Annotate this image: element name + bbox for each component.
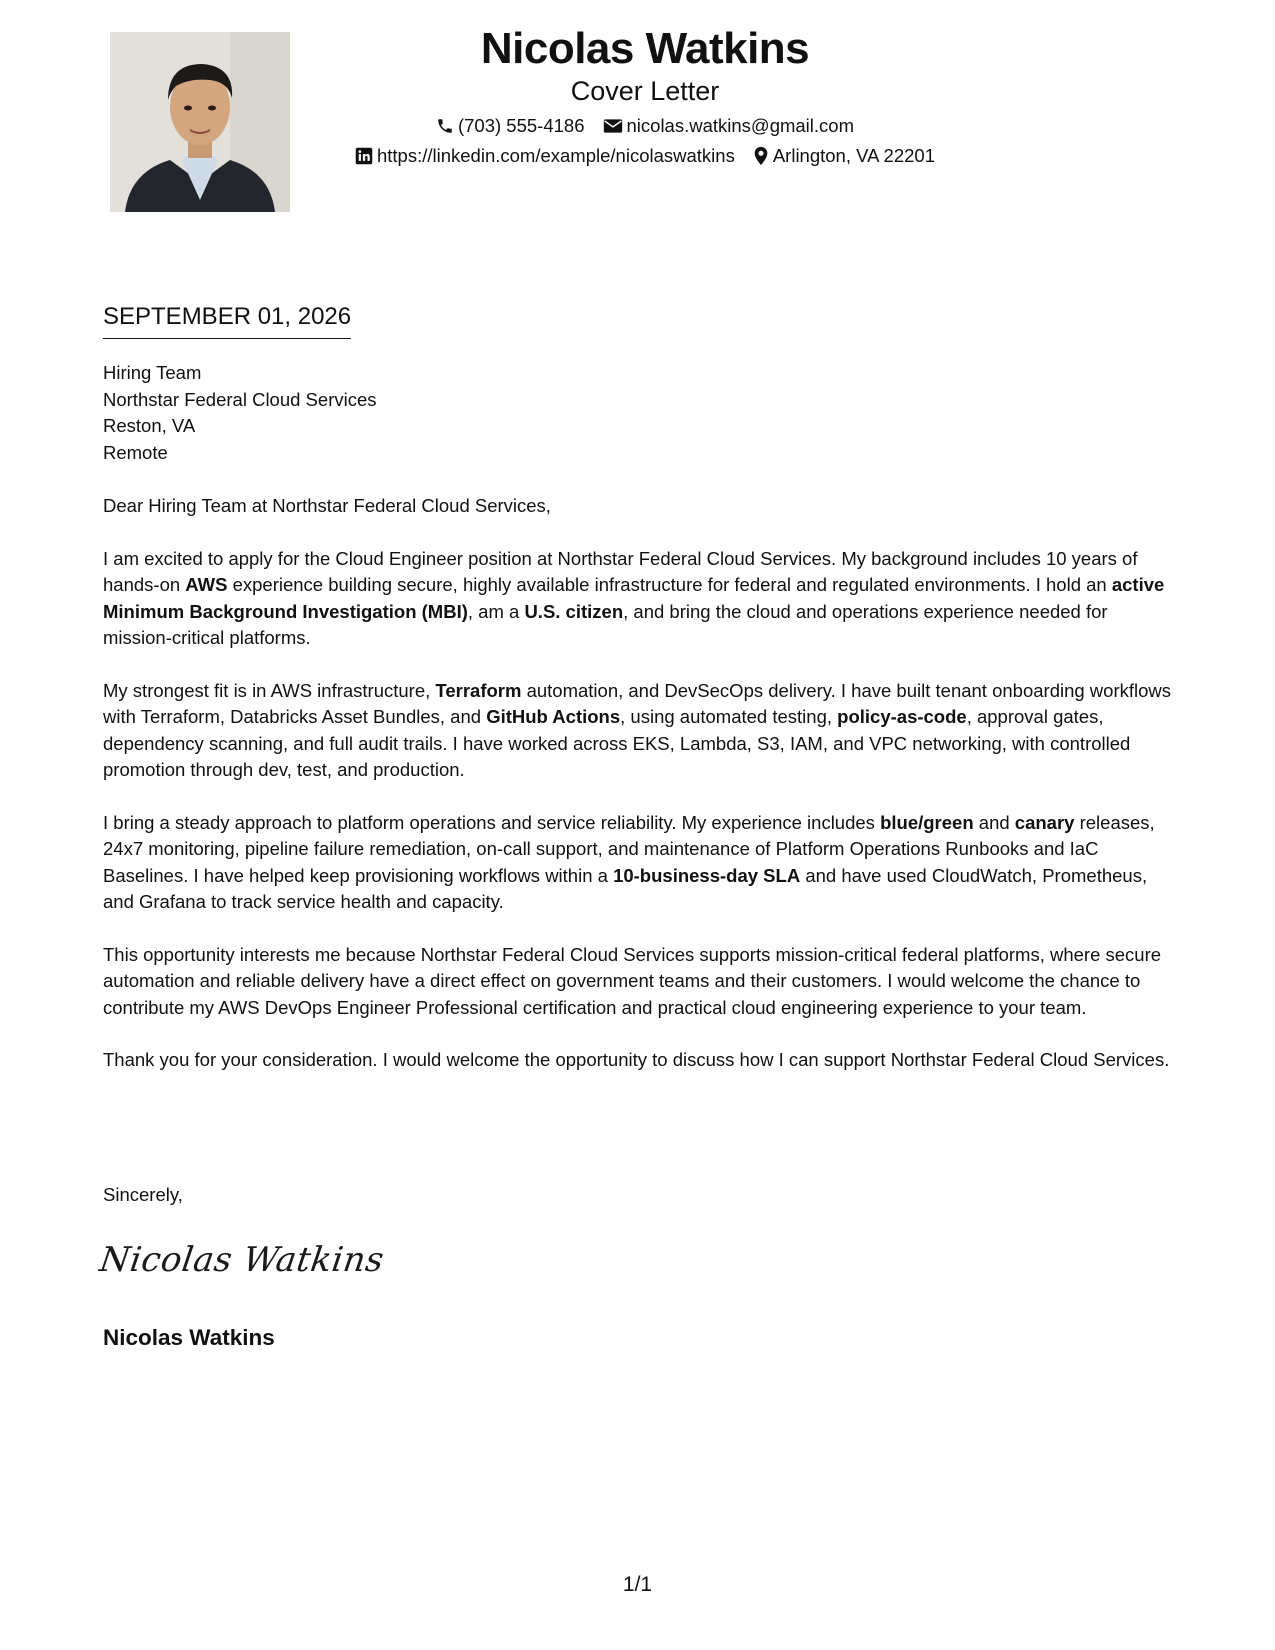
location-text: Arlington, VA 22201: [772, 145, 935, 166]
recipient-line: Hiring Team: [103, 362, 202, 383]
page-number: 1/1: [622, 1573, 653, 1596]
paragraph-5: Thank you for your consideration. I would welcome the opportunity to discuss how I can support Northstar Federal Cloud Services.: [103, 1049, 1170, 1070]
portrait-image: [110, 32, 290, 212]
recipient-work-mode: Remote: [103, 441, 168, 463]
linkedin-url: https://linkedin.com/example/nicolaswatkins: [376, 145, 735, 166]
bold-run: Terraform: [435, 679, 522, 701]
letter-body: [103, 493, 1178, 1100]
text-run: , am a: [467, 600, 525, 622]
date-block: [103, 302, 351, 339]
phone-contact[interactable]: [436, 114, 585, 138]
paragraph-4: This opportunity interests me because Northstar Federal Cloud Services supports mission-critical federal platforms, where secure automation and reliable delivery have a direct effect on government teams and their customers. I would welcome the chance to contribute my AWS DevOps Engineer Professional certification and practical cloud engineering experience to your team.: [103, 943, 1162, 1018]
recipient-block: [103, 360, 377, 466]
bold-run: U.S. citizen: [524, 600, 624, 622]
text-run: , using automated testing,: [620, 706, 838, 727]
location-contact: [753, 144, 935, 168]
bold-run: policy-as-code: [837, 706, 967, 727]
text-run: I am excited to apply for the Cloud Engineer position at Northstar Federal Cloud Services. My background includes 10 years of hands-on: [103, 547, 1138, 595]
bold-run: 10-business-day SLA: [613, 864, 801, 886]
text-run: , approval gates, dependency scanning, and full audit trails. I have worked across EKS, Lambda, S3, IAM, and VPC networking, with controlled promotion through dev, test, and production.: [103, 706, 1131, 780]
email-address: nicolas.watkins@gmail.com: [626, 115, 854, 136]
paragraph-2: [103, 678, 1178, 784]
bold-run: canary: [1014, 811, 1075, 833]
phone-number: (703) 555-4186: [457, 115, 585, 136]
recipient-city: Reston, VA: [103, 415, 196, 436]
bold-run: active Minimum Background Investigation (MBI): [103, 574, 1165, 622]
text-run: , and bring the cloud and operations experience needed for mission-critical platforms.: [103, 600, 1108, 648]
text-run: I bring a steady approach to platform operations and service reliability. My experience includes: [103, 811, 881, 833]
linkedin-icon: [355, 147, 373, 165]
text-run: experience building secure, highly available infrastructure for federal and regulated environments. I hold an: [227, 574, 1112, 595]
text-run: releases, 24x7 monitoring, pipeline failure remediation, on-call support, and maintenance of Platform Operations Runbooks and IaC Baselines. I have helped keep provisioning workflows within a: [103, 811, 1155, 886]
profile-photo: [110, 32, 290, 212]
paragraph-1: [103, 546, 1178, 652]
handwritten-signature: Nicolas Watkins: [97, 1240, 387, 1280]
envelope-icon: [603, 118, 623, 134]
bold-run: AWS: [185, 574, 228, 595]
document-subtitle: Cover Letter: [570, 76, 720, 106]
map-pin-icon: [753, 146, 769, 166]
contact-row-2: [320, 144, 970, 168]
letter-date: SEPTEMBER 01, 2026: [103, 302, 351, 339]
closing: Sincerely,: [103, 1184, 183, 1205]
phone-icon: [436, 117, 454, 135]
paragraph-3: [103, 810, 1178, 916]
text-run: and: [973, 811, 1015, 833]
contact-row-1: [320, 114, 970, 138]
signer-name: Nicolas Watkins: [103, 1325, 275, 1350]
text-run: automation, and DevSecOps delivery. I have built tenant onboarding workflows with Terraform, Databricks Asset Bundles, and: [103, 679, 1172, 727]
bold-run: GitHub Actions: [486, 706, 621, 727]
text-run: and have used CloudWatch, Prometheus, and Grafana to track service health and capacity.: [103, 864, 1148, 912]
header: [320, 22, 970, 168]
linkedin-contact[interactable]: [355, 144, 735, 168]
salutation: Dear Hiring Team at Northstar Federal Cloud Services,: [103, 495, 551, 516]
email-contact[interactable]: [603, 114, 855, 138]
bold-run: blue/green: [880, 811, 974, 833]
applicant-name: Nicolas Watkins: [480, 24, 810, 73]
text-run: My strongest fit is in AWS infrastructure,: [103, 679, 436, 701]
recipient-company: Northstar Federal Cloud Services: [103, 388, 377, 410]
